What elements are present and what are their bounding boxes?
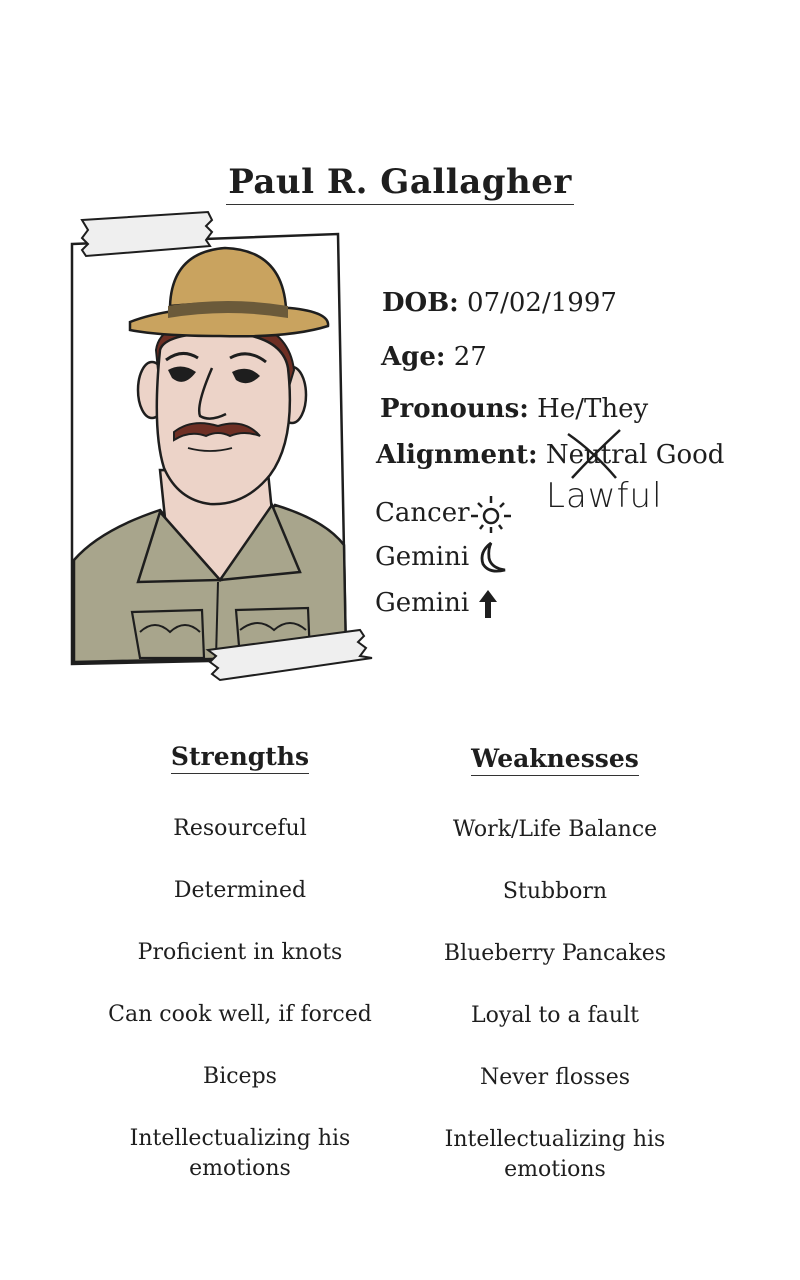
rising-sign: Gemini	[375, 588, 470, 618]
character-name-text: Paul R. Gallagher	[226, 162, 574, 205]
weakness-item: Work/Life Balance	[452, 817, 658, 842]
moon-sign-line	[375, 540, 511, 576]
alignment-label: Alignment:	[376, 440, 538, 470]
rising-sign-line	[375, 588, 499, 620]
age-line	[381, 342, 487, 372]
weakness-item: Stubborn	[502, 879, 608, 904]
alignment-line	[376, 440, 724, 470]
sun-sign: Cancer	[375, 498, 470, 528]
strength-item: Biceps	[203, 1064, 277, 1089]
weaknesses-heading-text: Weaknesses	[471, 744, 639, 776]
age-value: 27	[453, 342, 487, 372]
strength-item: Resourceful	[173, 816, 307, 841]
sun-icon	[470, 494, 512, 534]
alignment-struck-text: Neutral	[545, 440, 648, 470]
crescent-moon-icon	[477, 540, 511, 576]
age-label: Age:	[381, 342, 446, 372]
strength-item: Determined	[173, 878, 307, 903]
dob-line	[382, 288, 617, 318]
character-portrait	[60, 200, 390, 690]
sun-sign-line	[375, 494, 512, 534]
strength-item: Proficient in knots	[137, 940, 343, 965]
weaknesses-heading	[395, 744, 715, 773]
alignment-rest: Good	[655, 440, 725, 470]
strengths-heading-text: Strengths	[171, 742, 309, 774]
moon-sign: Gemini	[375, 542, 470, 572]
pronouns-label: Pronouns:	[380, 394, 529, 424]
strengths-heading	[80, 742, 400, 771]
dob-value: 07/02/1997	[467, 288, 617, 318]
pronouns-value: He/They	[537, 394, 649, 424]
weakness-item: Blueberry Pancakes	[443, 941, 667, 966]
weakness-item: Never flosses	[479, 1065, 631, 1090]
strength-item: Intellectualizing his emotions	[129, 1126, 351, 1181]
alignment-struck-word	[546, 440, 648, 470]
up-arrow-icon	[477, 588, 499, 620]
weakness-item: Intellectualizing his emotions	[444, 1127, 666, 1182]
character-name	[0, 162, 800, 202]
dob-label: DOB:	[382, 288, 459, 318]
weakness-item: Loyal to a fault	[471, 1003, 639, 1028]
strength-item: Can cook well, if forced	[108, 1002, 372, 1027]
alignment-correction: Lawful	[546, 476, 663, 516]
pronouns-line	[380, 394, 648, 424]
